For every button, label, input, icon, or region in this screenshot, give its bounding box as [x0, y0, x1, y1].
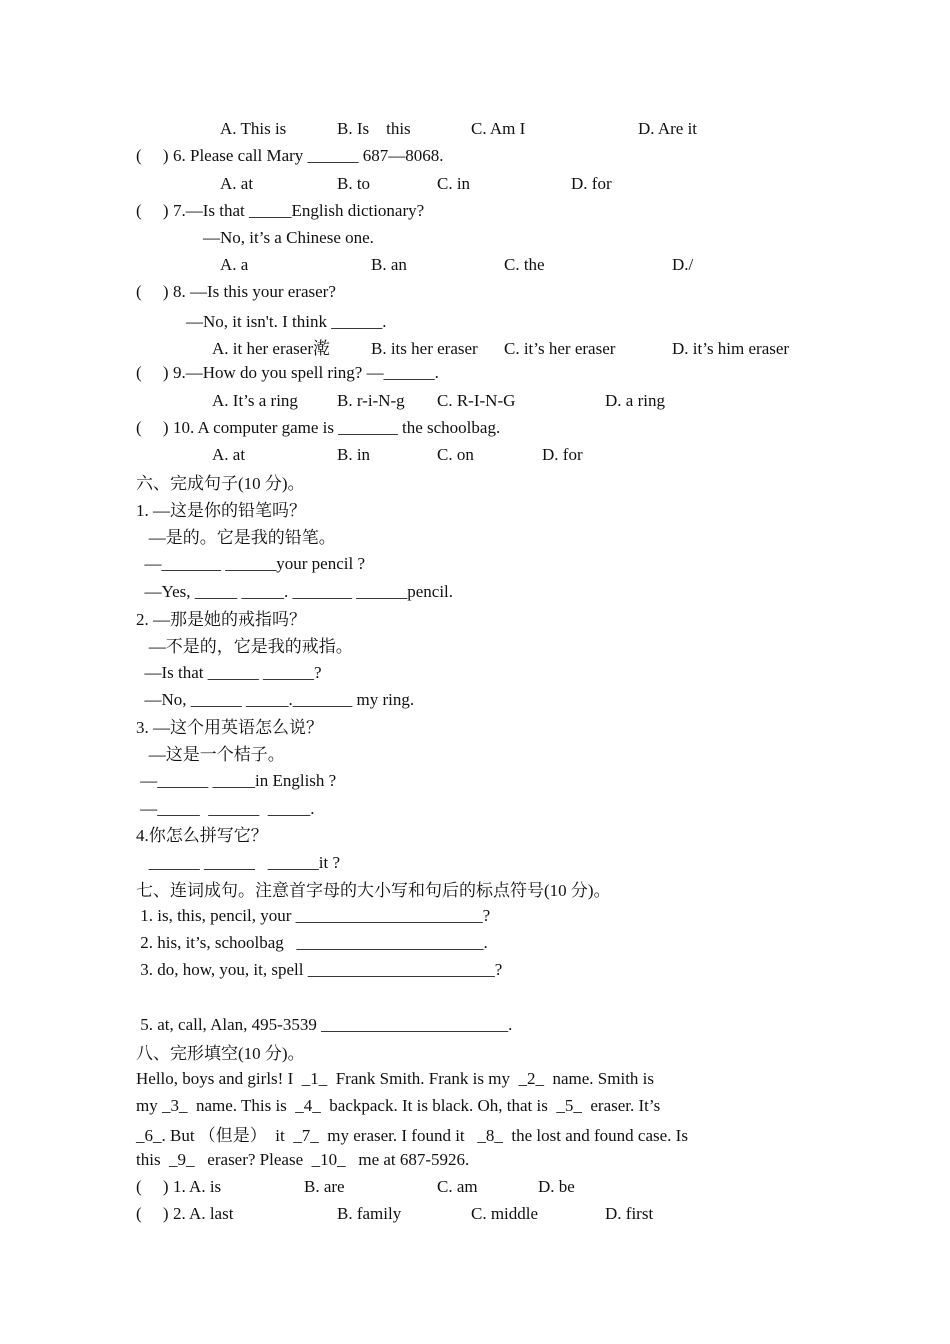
q5-option-d: D. Are it: [638, 119, 698, 138]
q7-option-c: C. the: [504, 255, 545, 274]
q6-option-d: D. for: [571, 174, 612, 193]
q5-option-c: C. Am I: [471, 119, 526, 138]
sec7-line: 2. his, it’s, schoolbag ______________________.: [136, 933, 488, 952]
cloze-passage-line: Hello, boys and girls! I _1_ Frank Smith. Frank is my _2_ name. Smith is: [136, 1069, 655, 1088]
cloze-q2-option-d: D. first: [605, 1204, 654, 1223]
sec7-line: 5. at, call, Alan, 495-3539 ______________________.: [136, 1015, 513, 1034]
sec6-line: 4.你怎么拼写它？: [136, 826, 268, 845]
section-8-heading: 八、完形填空(10 分)。: [136, 1044, 305, 1063]
q7-option-b: B. an: [371, 255, 407, 274]
q8-option-d: D. it’s him eraser: [672, 339, 790, 358]
sec7-line: 3. do, how, you, it, spell ______________________?: [136, 960, 503, 979]
cloze-q1-option-b: B. are: [304, 1177, 345, 1196]
section-7-heading: 七、连词成句。注意首字母的大小写和句后的标点符号(10 分)。: [136, 881, 611, 900]
q8-reply: —No, it isn't. I think ______.: [186, 312, 387, 331]
q6-option-c: C. in: [437, 174, 471, 193]
cloze-q1-option-c: C. am: [437, 1177, 478, 1196]
sec6-line: —这是一个桔子。: [136, 745, 285, 764]
q10-stem: 10. A computer game is _______ the schoolbag.: [173, 418, 501, 437]
sec6-line: —是的。它是我的铅笔。: [136, 528, 336, 547]
cloze-passage-line: _6_. But （但是） it _7_ my eraser. I found it _8_ the lost and found case. Is: [136, 1126, 688, 1145]
sec6-line: —不是的，它是我的戒指。: [136, 637, 353, 656]
q7-option-a: A. a: [220, 255, 249, 274]
cloze-q1-answer-paren: ( ): [136, 1177, 169, 1196]
q6-option-a: A. at: [220, 174, 254, 193]
sec6-line: 2. —那是她的戒指吗？: [136, 610, 306, 629]
q9-option-a: A. It’s a ring: [212, 391, 298, 410]
sec6-line: —Is that ______ ______?: [136, 663, 322, 682]
q5-option-b: B. Is this: [337, 119, 411, 138]
sec6-line: —No, ______ _____._______ my ring.: [136, 690, 415, 709]
sec6-line: —______ _____in English ?: [136, 771, 337, 790]
q8-stem: 8. —Is this your eraser?: [173, 282, 336, 301]
cloze-q1-option-d: D. be: [538, 1177, 575, 1196]
q10-option-d: D. for: [542, 445, 583, 464]
cloze-passage-line: my _3_ name. This is _4_ backpack. It is black. Oh, that is _5_ eraser. It’s: [136, 1096, 661, 1115]
q6-stem: 6. Please call Mary ______ 687—8068.: [173, 146, 444, 165]
sec6-line: 1. —这是你的铅笔吗？: [136, 501, 306, 520]
q8-option-b: B. its her eraser: [371, 339, 478, 358]
cloze-q2-option-c: C. middle: [471, 1204, 539, 1223]
sec6-line: ______ ______ ______it ?: [136, 853, 340, 872]
q10-option-a: A. at: [212, 445, 246, 464]
q6-option-b: B. to: [337, 174, 371, 193]
cloze-passage-line: this _9_ eraser? Please _10_ me at 687-5926.: [136, 1150, 470, 1169]
q7-reply: —No, it’s a Chinese one.: [203, 228, 374, 247]
sec7-line: 1. is, this, pencil, your ______________________?: [136, 906, 491, 925]
sec6-line: 3. —这个用英语怎么说？: [136, 718, 323, 737]
q10-option-c: C. on: [437, 445, 474, 464]
q7-answer-paren: ( ): [136, 201, 169, 220]
q9-stem: 9.—How do you spell ring? —______.: [173, 363, 439, 382]
cloze-q2-option-a: 2. A. last: [173, 1204, 234, 1223]
q9-option-d: D. a ring: [605, 391, 665, 410]
q10-answer-paren: ( ): [136, 418, 169, 437]
q8-option-a: A. it her eraser漧: [212, 339, 331, 358]
sec6-line: —Yes, _____ _____. _______ ______pencil.: [136, 582, 454, 601]
q7-option-d: D./: [672, 255, 694, 274]
section-6-heading: 六、完成句子(10 分)。: [136, 474, 305, 493]
q5-option-a: A. This is: [220, 119, 287, 138]
q9-option-b: B. r-i-N-g: [337, 391, 405, 410]
cloze-q2-answer-paren: ( ): [136, 1204, 169, 1223]
cloze-q1-option-a: 1. A. is: [173, 1177, 222, 1196]
sec6-line: —_______ ______your pencil ?: [136, 554, 365, 573]
q7-stem: 7.—Is that _____English dictionary?: [173, 201, 425, 220]
q8-answer-paren: ( ): [136, 282, 169, 301]
q6-answer-paren: ( ): [136, 146, 169, 165]
q8-option-c: C. it’s her eraser: [504, 339, 616, 358]
cloze-q2-option-b: B. family: [337, 1204, 402, 1223]
q10-option-b: B. in: [337, 445, 371, 464]
sec6-line: —_____ ______ _____.: [136, 799, 315, 818]
q9-answer-paren: ( ): [136, 363, 169, 382]
q9-option-c: C. R-I-N-G: [437, 391, 516, 410]
